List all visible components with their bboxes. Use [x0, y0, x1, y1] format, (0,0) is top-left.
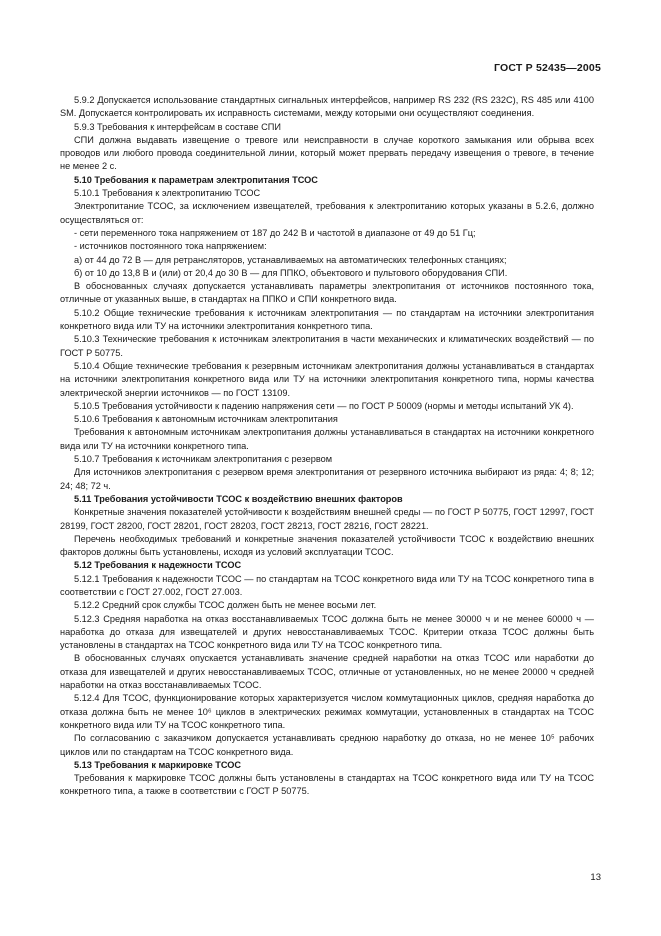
section-heading: 5.13 Требования к маркировке ТСОС — [74, 759, 242, 770]
paragraph: 5.10.4 Общие технические требования к резервным источникам электропитания должны устанавливаться в стандартах на источники электропитания конкретного вида или ТУ на источники электропитания конкретного типа, нормы качества электрической энергии источников — по ГОСТ 13109. — [60, 360, 594, 398]
paragraph: СПИ должна выдавать извещение о тревоге или неисправности в случае короткого замыкания или обрыва всех проводов или любого провода соединительной линии, который может прервать передачу извещения о тревоге, в течение не менее 2 с. — [60, 134, 594, 172]
paragraph: Перечень необходимых требований и конкретные значения показателей устойчивости ТСОС к воздействию внешних факторов должны быть установлены, исходя из условий эксплуатации ТСОС. — [60, 533, 594, 558]
paragraph: Требования к маркировке ТСОС должны быть установлены в стандартах на ТСОС конкретного вида или ТУ на ТСОС конкретного типа, а также в соответствии с ГОСТ Р 50775. — [60, 773, 594, 797]
paragraph: 5.12.2 Средний срок службы ТСОС должен быть не менее восьми лет. — [74, 600, 377, 611]
paragraph: 5.9.2 Допускается использование стандартных сигнальных интерфейсов, например RS 232 (RS 232C), RS 485 или 4100 SM. Допускается контролировать их исправность системами, между которыми они осуществляют соединения. — [60, 95, 594, 119]
section-heading: 5.11 Требования устойчивости ТСОС к воздействию внешних факторов — [74, 493, 403, 504]
paragraph: Требования к автономным источникам электропитания должны устанавливаться в стандартах на источники конкретного вида или ТУ на источники конкретного типа. — [60, 427, 594, 451]
page-number: 13 — [590, 872, 601, 883]
section-heading: 5.12 Требования к надежности ТСОС — [74, 560, 242, 571]
list-item: б) от 10 до 13,8 В и (или) от 20,4 до 30 В — для ППКО, объектового и пультового оборудования СПИ. — [74, 267, 508, 278]
paragraph: По согласованию с заказчиком допускается устанавливать среднюю наработку до отказа, но не менее 10⁵ рабочих циклов или по стандартам на ТСОС конкретного вида. — [60, 733, 594, 757]
paragraph: 5.10.3 Технические требования к источникам электропитания в части механических и климатических воздействий — по ГОСТ Р 50775. — [60, 334, 594, 358]
paragraph: Конкретные значения показателей устойчивости к воздействиям внешней среды — по ГОСТ Р 50775, ГОСТ 12997, ГОСТ 28199, ГОСТ 28200, ГОСТ 28201, ГОСТ 28203, ГОСТ 28213, ГОСТ 28216, ГОСТ 28221. — [60, 507, 594, 531]
list-item: - источников постоянного тока напряжением: — [74, 241, 267, 252]
section-heading: 5.10 Требования к параметрам электропитания ТСОС — [74, 174, 318, 185]
document-header: ГОСТ Р 52435—2005 — [493, 62, 601, 74]
paragraph: 5.10.5 Требования устойчивости к падению напряжения сети — по ГОСТ Р 50009 (нормы и методы испытаний УК 4). — [74, 400, 574, 411]
paragraph: 5.10.2 Общие технические требования к источникам электропитания — по стандартам на источники электропитания конкретного вида или ТУ на источники электропитания конкретного типа. — [60, 307, 594, 332]
paragraph: Для источников электропитания с резервом время электропитания от резервного источника выбирают из ряда: 4; 8; 12; 24; 48; 72 ч. — [60, 467, 594, 491]
document-body — [60, 94, 594, 799]
paragraph: 5.10.7 Требования к источникам электропитания с резервом — [74, 454, 333, 465]
paragraph: 5.12.1 Требования к надежности ТСОС — по стандартам на ТСОС конкретного вида или ТУ на ТСОС конкретного типа в соответствии с ГОСТ 27.002, ГОСТ 27.003. — [60, 573, 594, 597]
paragraph: Электропитание ТСОС, за исключением извещателей, требования к электропитанию которых указаны в 5.2.6, должно осуществляться от: — [60, 201, 594, 225]
paragraph: В обоснованных случаях опускается устанавливать значение средней наработки на отказ ТСОС или наработки до отказа для извещателей и других невосстанавливаемых ТСОС, отличные от установленных, но не менее 20000 ч средней наработки на отказ восстанавливаемых ТСОС. — [60, 653, 594, 691]
paragraph: 5.12.3 Средняя наработка на отказ восстанавливаемых ТСОС должна быть не менее 30000 ч и не менее 60000 ч — наработка до отказа для извещателей и других невосстанавливаемых ТСОС. Критерии отказа ТСОС должны быть установлены в стандартах на ТСОС конкретного вида или ТУ на ТСОС конкретного типа. — [60, 613, 594, 651]
paragraph: 5.12.4 Для ТСОС, функционирование которых характеризуется числом коммутационных циклов, средняя наработка до отказа должна быть не менее 10⁶ циклов в электрических режимах коммутации, установленных в стандартах на ТСОС конкретного вида или ТУ на ТСОС конкретного типа. — [60, 693, 594, 730]
paragraph: 5.9.3 Требования к интерфейсам в составе СПИ — [74, 121, 281, 132]
list-item: - сети переменного тока напряжением от 187 до 242 В и частотой в диапазоне от 49 до 51 Гц; — [74, 227, 476, 238]
paragraph: 5.10.6 Требования к автономным источникам электропитания — [74, 414, 338, 425]
paragraph: 5.10.1 Требования к электропитанию ТСОС — [74, 188, 261, 199]
list-item: а) от 44 до 72 В — для ретрансляторов, устанавливаемых на автоматических телефонных станциях; — [74, 254, 507, 265]
paragraph: В обоснованных случаях допускается устанавливать параметры электропитания от источников постоянного тока, отличные от указанных выше, в стандартах на ППКО и СПИ конкретного вида. — [60, 281, 594, 305]
